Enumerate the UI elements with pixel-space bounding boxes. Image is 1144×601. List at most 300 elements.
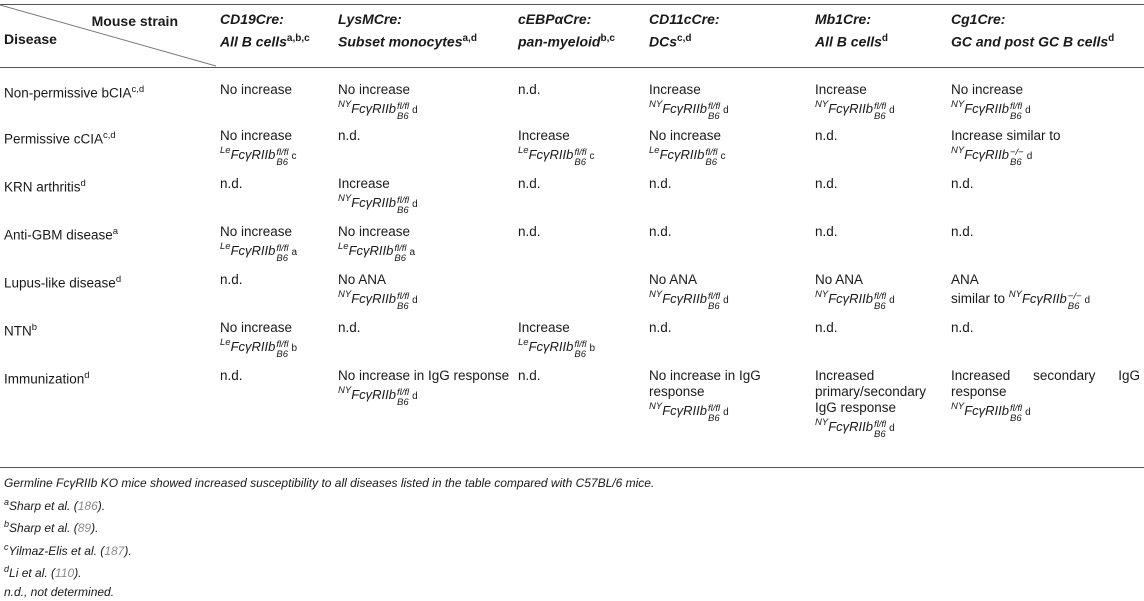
genotype-line <box>338 384 510 408</box>
genotype-allele: fl/fl <box>276 148 288 158</box>
genotype-ref: c <box>721 151 726 162</box>
genotype-strain: NY <box>338 289 351 300</box>
genotype-strain: Le <box>220 241 231 252</box>
genotype-ref: d <box>723 407 729 418</box>
result-text: No increase <box>338 82 510 98</box>
genotype-allele: fl/fl <box>276 244 288 254</box>
result-cell <box>811 128 947 176</box>
genotype-strain: NY <box>951 401 964 412</box>
genotype-line <box>338 288 510 312</box>
genotype-ref: b <box>590 343 596 354</box>
mouse-strain-label: Mouse strain <box>92 11 178 31</box>
genotype-label <box>951 400 1031 424</box>
disease-name: NTN <box>4 323 32 338</box>
genotype-label <box>951 98 1031 122</box>
result-text: n.d. <box>649 224 807 240</box>
genotype-line <box>815 98 943 122</box>
table-row <box>0 224 1144 272</box>
result-cell <box>811 176 947 224</box>
genotype-ref: d <box>412 105 418 116</box>
genotype-gene: FcγRIIb <box>231 243 276 258</box>
genotype-strain: NY <box>815 417 828 428</box>
result-text: Increased secondary IgG response <box>951 368 1140 400</box>
result-cell <box>334 272 514 320</box>
result-cell <box>811 224 947 272</box>
genotype-line <box>951 98 1140 122</box>
table-footnotes <box>4 474 654 601</box>
genotype-sup-sub <box>708 102 720 122</box>
genotype-strain: NY <box>951 99 964 110</box>
table-row <box>0 320 1144 368</box>
result-cell <box>645 368 811 468</box>
result-cell <box>334 68 514 128</box>
table-row <box>0 68 1144 128</box>
genotype-line <box>815 288 943 312</box>
result-cell <box>947 224 1144 272</box>
genotype-background: B6 <box>1010 112 1022 122</box>
result-text: n.d. <box>951 320 1140 336</box>
result-cell <box>334 176 514 224</box>
result-text: No increase <box>338 224 510 240</box>
result-cell <box>947 128 1144 176</box>
result-text: n.d. <box>518 82 641 98</box>
result-cell <box>811 320 947 368</box>
genotype-sup-sub <box>1010 404 1022 424</box>
result-text: No ANA <box>815 272 943 288</box>
genotype-strain: NY <box>815 99 828 110</box>
genotype-label <box>649 98 729 122</box>
result-text: n.d. <box>338 128 510 144</box>
genotype-background: B6 <box>874 112 886 122</box>
mouse-strain-table <box>0 4 1144 468</box>
genotype-sup-sub <box>874 292 886 312</box>
table-row <box>0 128 1144 176</box>
genotype-allele: fl/fl <box>874 102 886 112</box>
result-text: Increase <box>815 82 943 98</box>
result-text: n.d. <box>951 176 1140 192</box>
result-text: Increase <box>338 176 510 192</box>
genotype-strain: Le <box>518 145 529 156</box>
table-row <box>0 176 1144 224</box>
genotype-ref: a <box>292 247 298 258</box>
result-cell <box>334 224 514 272</box>
result-cell <box>216 272 334 320</box>
result-text: Increase <box>649 82 807 98</box>
result-cell <box>811 368 947 468</box>
result-cell <box>947 368 1144 468</box>
genotype-gene: FcγRIIb <box>660 147 705 162</box>
genotype-sup-sub <box>705 148 717 168</box>
result-cell <box>645 68 811 128</box>
genotype-line <box>649 400 807 424</box>
genotype-background: B6 <box>394 254 406 264</box>
result-cell <box>216 68 334 128</box>
result-cell <box>514 128 645 176</box>
result-text: n.d. <box>815 128 943 144</box>
genotype-sup-sub <box>394 244 406 264</box>
genotype-label <box>338 240 415 264</box>
column-header: cEBPαCre: pan-myeloid$^{b,c}$ <box>514 5 645 68</box>
genotype-background: B6 <box>1010 158 1024 168</box>
result-cell <box>514 320 645 368</box>
genotype-allele: fl/fl <box>397 196 409 206</box>
genotype-line <box>220 240 330 264</box>
column-header: Cg1Cre: GC and post GC B cells$^d$ <box>947 5 1144 68</box>
disease-refs: d <box>81 178 86 189</box>
genotype-gene: FcγRIIb <box>351 387 396 402</box>
genotype-label <box>220 144 297 168</box>
result-text: No increase <box>649 128 807 144</box>
genotype-gene: FcγRIIb <box>231 339 276 354</box>
data-table-container <box>0 4 1144 468</box>
genotype-label <box>649 144 726 168</box>
genotype-ref: d <box>412 199 418 210</box>
result-cell <box>947 68 1144 128</box>
result-prefix: similar to <box>951 291 1005 306</box>
genotype-ref: d <box>723 105 729 116</box>
genotype-background: B6 <box>397 206 409 216</box>
genotype-ref: d <box>1085 295 1091 306</box>
result-cell <box>334 128 514 176</box>
disease-refs: c,d <box>132 84 145 95</box>
genotype-strain: NY <box>338 193 351 204</box>
result-text: n.d. <box>815 176 943 192</box>
result-cell <box>216 320 334 368</box>
genotype-label <box>951 144 1032 168</box>
result-text: No ANA <box>338 272 510 288</box>
genotype-allele: fl/fl <box>397 292 409 302</box>
result-cell <box>811 272 947 320</box>
result-cell <box>645 320 811 368</box>
result-text: n.d. <box>518 224 641 240</box>
genotype-allele: fl/fl <box>705 148 717 158</box>
genotype-line <box>951 144 1140 168</box>
result-cell <box>334 368 514 468</box>
result-text: n.d. <box>815 224 943 240</box>
genotype-gene: FcγRIIb <box>231 147 276 162</box>
genotype-sup-sub <box>574 340 586 360</box>
genotype-background: B6 <box>708 302 720 312</box>
result-cell <box>514 272 645 320</box>
genotype-background: B6 <box>397 398 409 408</box>
result-cell <box>216 368 334 468</box>
result-cell <box>514 176 645 224</box>
result-text: n.d. <box>220 176 330 192</box>
disease-cell <box>0 68 216 128</box>
table-row <box>0 368 1144 468</box>
genotype-label <box>815 416 895 440</box>
genotype-line <box>338 98 510 122</box>
disease-cell <box>0 224 216 272</box>
genotype-gene: FcγRIIb <box>1022 291 1067 306</box>
result-text: No increase <box>951 82 1140 98</box>
genotype-line <box>518 336 641 360</box>
genotype-sup-sub <box>397 292 409 312</box>
column-header: Mb1Cre: All B cells$^d$ <box>811 5 947 68</box>
disease-label: Disease <box>4 29 57 49</box>
genotype-sup-sub <box>1010 148 1024 168</box>
genotype-background: B6 <box>874 430 886 440</box>
genotype-background: B6 <box>1010 414 1022 424</box>
genotype-strain: NY <box>338 99 351 110</box>
genotype-background: B6 <box>397 302 409 312</box>
genotype-allele: fl/fl <box>874 420 886 430</box>
genotype-gene: FcγRIIb <box>349 243 394 258</box>
result-cell <box>216 176 334 224</box>
genotype-strain: Le <box>220 145 231 156</box>
genotype-strain: Le <box>649 145 660 156</box>
genotype-label <box>649 400 729 424</box>
genotype-background: B6 <box>574 158 586 168</box>
genotype-allele: fl/fl <box>397 102 409 112</box>
table-body <box>0 68 1144 468</box>
disease-cell <box>0 272 216 320</box>
genotype-label <box>338 98 418 122</box>
genotype-sup-sub <box>397 102 409 122</box>
genotype-background: B6 <box>276 350 288 360</box>
genotype-allele: −/− <box>1068 292 1082 302</box>
disease-name: KRN arthritis <box>4 179 81 194</box>
column-header: LysMCre: Subset monocytes$^{a,d}$ <box>334 5 514 68</box>
disease-name: Permissive cCIA <box>4 131 103 146</box>
result-text: n.d. <box>951 224 1140 240</box>
genotype-background: B6 <box>574 350 586 360</box>
genotype-line <box>338 192 510 216</box>
genotype-strain: Le <box>518 337 529 348</box>
genotype-ref: a <box>410 247 416 258</box>
genotype-strain: Le <box>220 337 231 348</box>
result-text: ANA <box>951 272 1140 288</box>
result-text: n.d. <box>338 320 510 336</box>
genotype-strain: NY <box>649 99 662 110</box>
genotype-allele: fl/fl <box>574 148 586 158</box>
genotype-gene: FcγRIIb <box>351 101 396 116</box>
result-text: No increase <box>220 320 330 336</box>
genotype-strain: NY <box>951 145 964 156</box>
genotype-line <box>951 400 1140 424</box>
genotype-background: B6 <box>276 254 288 264</box>
genotype-strain: NY <box>1009 289 1022 300</box>
genotype-allele: fl/fl <box>1010 404 1022 414</box>
genotype-label <box>815 288 895 312</box>
genotype-background: B6 <box>397 112 409 122</box>
header-corner-cell <box>0 5 216 68</box>
genotype-background: B6 <box>874 302 886 312</box>
genotype-ref: d <box>1027 151 1033 162</box>
column-header: CD19Cre: All B cells$^{a,b,c}$ <box>216 5 334 68</box>
genotype-ref: c <box>292 151 297 162</box>
result-cell <box>645 176 811 224</box>
genotype-ref: d <box>723 295 729 306</box>
genotype-background: B6 <box>1068 302 1082 312</box>
genotype-sup-sub <box>708 292 720 312</box>
result-cell <box>216 128 334 176</box>
genotype-gene: FcγRIIb <box>529 147 574 162</box>
genotype-label <box>338 384 418 408</box>
genotype-allele: −/− <box>1010 148 1024 158</box>
footnote-ref-c: $^c$Yilmaz-Elis et al. (187). <box>4 538 654 561</box>
result-cell <box>645 224 811 272</box>
disease-name: Non-permissive bCIA <box>4 86 132 101</box>
genotype-gene: FcγRIIb <box>529 339 574 354</box>
genotype-background: B6 <box>708 112 720 122</box>
genotype-line <box>649 288 807 312</box>
genotype-label <box>338 288 418 312</box>
genotype-strain: NY <box>649 289 662 300</box>
result-text: Increase <box>518 128 641 144</box>
result-cell <box>645 272 811 320</box>
genotype-gene: FcγRIIb <box>964 147 1009 162</box>
result-cell <box>216 224 334 272</box>
footnote-nd: n.d., not determined. <box>4 583 654 601</box>
footnote-ref-d: $^d$Li et al. (110). <box>4 560 654 583</box>
genotype-sup-sub <box>708 404 720 424</box>
result-text: Increase <box>518 320 641 336</box>
genotype-line <box>220 336 330 360</box>
genotype-strain: NY <box>338 385 351 396</box>
genotype-ref: d <box>1025 105 1031 116</box>
genotype-label <box>815 98 895 122</box>
genotype-allele: fl/fl <box>397 388 409 398</box>
genotype-allele: fl/fl <box>1010 102 1022 112</box>
disease-refs: d <box>84 370 89 381</box>
genotype-background: B6 <box>276 158 288 168</box>
genotype-label <box>1009 288 1090 312</box>
result-text: No ANA <box>649 272 807 288</box>
genotype-gene: FcγRIIb <box>351 291 396 306</box>
genotype-line <box>338 240 510 264</box>
table-header-row <box>0 5 1144 68</box>
genotype-background: B6 <box>708 414 720 424</box>
genotype-sup-sub <box>397 196 409 216</box>
result-text: Increased primary/secondary IgG response <box>815 368 943 416</box>
genotype-line <box>220 144 330 168</box>
genotype-gene: FcγRIIb <box>828 419 873 434</box>
result-text: No increase in IgG response <box>338 368 510 384</box>
result-cell <box>334 320 514 368</box>
genotype-label <box>518 144 595 168</box>
result-text: n.d. <box>518 176 641 192</box>
column-header: CD11cCre: DCs$^{c,d}$ <box>645 5 811 68</box>
genotype-label <box>220 336 297 360</box>
genotype-gene: FcγRIIb <box>662 403 707 418</box>
result-cell <box>811 68 947 128</box>
result-text: n.d. <box>649 320 807 336</box>
genotype-allele: fl/fl <box>708 292 720 302</box>
genotype-sup-sub <box>397 388 409 408</box>
disease-cell <box>0 320 216 368</box>
genotype-line <box>649 98 807 122</box>
genotype-background: B6 <box>705 158 717 168</box>
result-text: n.d. <box>649 176 807 192</box>
genotype-allele: fl/fl <box>708 102 720 112</box>
genotype-line <box>518 144 641 168</box>
disease-refs: d <box>116 274 121 285</box>
genotype-sup-sub <box>276 148 288 168</box>
genotype-sup-sub <box>874 420 886 440</box>
disease-name: Lupus-like disease <box>4 275 116 290</box>
genotype-ref: d <box>889 423 895 434</box>
footnote-ref-a: $^a$Sharp et al. (186). <box>4 493 654 516</box>
disease-refs: a <box>113 226 118 237</box>
genotype-sup-sub <box>574 148 586 168</box>
genotype-gene: FcγRIIb <box>662 101 707 116</box>
footnote-ref-b: $^b$Sharp et al. (89). <box>4 515 654 538</box>
disease-cell <box>0 176 216 224</box>
result-text: n.d. <box>518 368 641 384</box>
genotype-ref: c <box>590 151 595 162</box>
result-cell <box>947 320 1144 368</box>
genotype-allele: fl/fl <box>394 244 406 254</box>
result-cell <box>514 368 645 468</box>
disease-name: Anti-GBM disease <box>4 227 113 242</box>
result-cell <box>514 68 645 128</box>
disease-refs: c,d <box>103 130 116 141</box>
genotype-sup-sub <box>874 102 886 122</box>
genotype-sup-sub <box>276 244 288 264</box>
genotype-allele: fl/fl <box>708 404 720 414</box>
genotype-ref: d <box>889 105 895 116</box>
genotype-gene: FcγRIIb <box>964 101 1009 116</box>
genotype-allele: fl/fl <box>874 292 886 302</box>
genotype-ref: b <box>292 343 298 354</box>
genotype-gene: FcγRIIb <box>964 403 1009 418</box>
genotype-allele: fl/fl <box>574 340 586 350</box>
result-cell <box>947 176 1144 224</box>
result-text: Increase similar to <box>951 128 1140 144</box>
disease-refs: b <box>32 322 37 333</box>
result-cell <box>645 128 811 176</box>
genotype-ref: d <box>412 391 418 402</box>
genotype-gene: FcγRIIb <box>828 291 873 306</box>
footnote-germline: Germline FcγRIIb KO mice showed increased susceptibility to all diseases listed in the table compared with C57BL/6 mice. <box>4 474 654 493</box>
result-cell <box>947 272 1144 320</box>
genotype-strain: NY <box>649 401 662 412</box>
result-text: No increase in IgG response <box>649 368 807 400</box>
genotype-gene: FcγRIIb <box>351 195 396 210</box>
genotype-sup-sub <box>276 340 288 360</box>
genotype-ref: d <box>1025 407 1031 418</box>
genotype-gene: FcγRIIb <box>828 101 873 116</box>
genotype-gene: FcγRIIb <box>662 291 707 306</box>
genotype-sup-sub <box>1010 102 1022 122</box>
result-text: No increase <box>220 224 330 240</box>
genotype-line <box>649 144 807 168</box>
result-text: n.d. <box>220 272 330 288</box>
genotype-ref: d <box>412 295 418 306</box>
table-row <box>0 272 1144 320</box>
genotype-line <box>815 416 943 440</box>
disease-name: Immunization <box>4 371 84 386</box>
genotype-label <box>338 192 418 216</box>
genotype-label <box>220 240 297 264</box>
disease-cell <box>0 368 216 468</box>
genotype-label <box>518 336 595 360</box>
genotype-label <box>649 288 729 312</box>
disease-cell <box>0 128 216 176</box>
result-text: n.d. <box>815 320 943 336</box>
genotype-line <box>951 288 1140 312</box>
genotype-strain: Le <box>338 241 349 252</box>
genotype-strain: NY <box>815 289 828 300</box>
result-text: No increase <box>220 128 330 144</box>
genotype-ref: d <box>889 295 895 306</box>
result-text: n.d. <box>220 368 330 384</box>
genotype-allele: fl/fl <box>276 340 288 350</box>
result-cell <box>514 224 645 272</box>
result-text: No increase <box>220 82 330 98</box>
genotype-sup-sub <box>1068 292 1082 312</box>
